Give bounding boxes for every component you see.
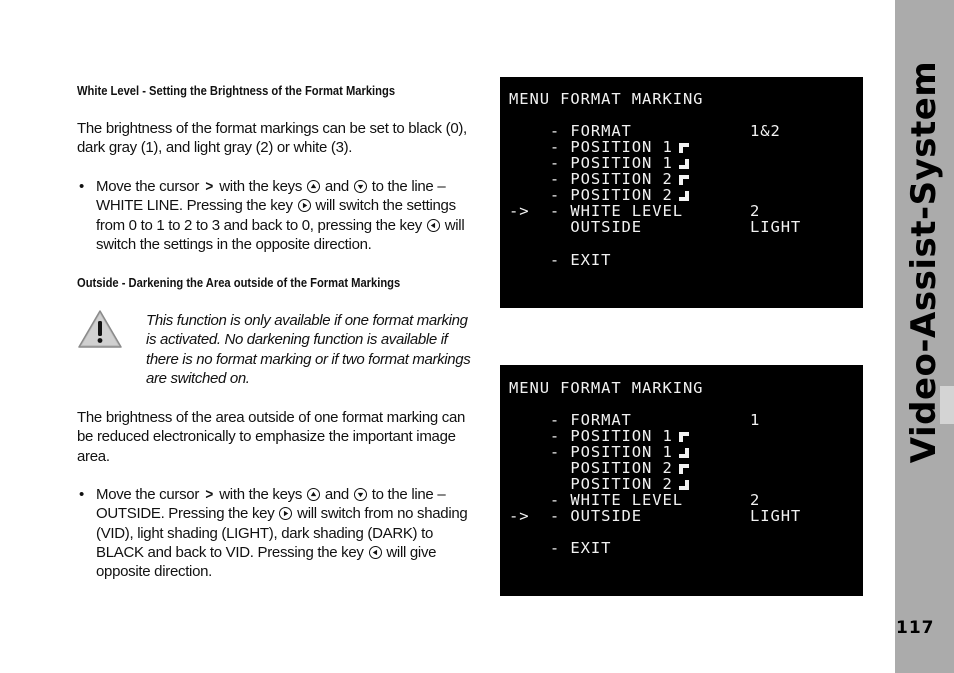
outside-heading: Outside - Darkening the Area outside of the Format Markings [77,275,401,290]
warning-triangle-icon [77,309,123,349]
corner-top-left-icon [679,464,689,474]
osd-menu-row [509,460,689,476]
bullet-dot: • [79,486,84,503]
osd-menu-row [509,540,611,556]
instruction-text: to the line – WHITE LINE. Pressing the key [96,178,446,215]
up-key-icon [307,488,320,501]
osd-row-label: - POSITION 2 [509,170,673,188]
corner-bottom-right-icon [679,448,689,458]
osd-row-label: - POSITION 1 [509,443,673,461]
osd-menu-row [509,252,611,268]
osd-row-label: - POSITION 1 [509,154,673,172]
osd-row-label: POSITION 2 [509,475,673,493]
instruction-text: Move the cursor [96,486,200,503]
osd-row-label: OUTSIDE [509,218,643,236]
corner-bottom-right-icon [679,480,689,490]
osd-row-label: POSITION 2 [509,459,673,477]
osd-menu-row [509,171,689,187]
osd-menu-row [509,444,689,460]
corner-bottom-right-icon [679,159,689,169]
osd-menu-row [509,219,642,235]
osd-row-label: - POSITION 1 [509,138,673,156]
left-key-icon [427,219,440,232]
osd-title: MENU FORMAT MARKING [509,90,704,108]
osd-menu-row [509,155,689,171]
osd-menu-row [509,412,632,428]
corner-top-left-icon [679,175,689,185]
left-key-icon [369,546,382,559]
instruction-text: Move the cursor [96,178,200,195]
osd-row-value: 2 [750,491,761,509]
corner-bottom-right-icon [679,191,689,201]
bullet-dot: • [79,178,84,195]
outside-instruction [77,485,472,581]
osd-menu-row [509,508,642,524]
osd-menu-row [509,492,683,508]
osd-row-label: - WHITE LEVEL [509,491,683,509]
osd-row-label: -> - OUTSIDE [509,507,643,525]
instruction-text: and [324,486,349,503]
osd-screen-outside [500,365,863,596]
osd-menu-row [509,187,689,203]
instruction-text: will switch the settings in the opposite direction. [96,216,465,253]
osd-screen-white-level [500,77,863,308]
right-key-icon [279,507,292,520]
cursor-chevron-icon: > [205,486,213,503]
osd-row-label: - EXIT [509,539,612,557]
instruction-text: with the keys [219,178,303,195]
instruction-text: with the keys [219,486,303,503]
down-key-icon [354,180,367,193]
corner-top-left-icon [679,432,689,442]
white-level-heading: White Level - Setting the Brightness of the Format Markings [77,83,396,98]
osd-menu-row [509,123,632,139]
page-number: 117 [896,618,935,638]
right-key-icon [298,199,311,212]
instruction-text: will switch the settings from 0 to 1 to 2 to 3 and back to 0, pressing the key [96,197,456,234]
osd-row-label: - POSITION 1 [509,427,673,445]
osd-title: MENU FORMAT MARKING [509,379,704,397]
up-key-icon [307,180,320,193]
corner-top-left-icon [679,143,689,153]
instruction-text: and [324,178,349,195]
white-level-intro: The brightness of the format markings can be set to black (0), dark gray (1), and light gray (2) or white (3). [77,120,467,157]
white-level-instruction [77,177,472,254]
instruction-text: will switch from no shading (VID), light shading (LIGHT), dark shading (DARK) to BLACK and back to VID. Pressing the key [96,505,468,561]
osd-menu-row [509,428,689,444]
availability-note: This function is only available if one format marking is activated. No darkening function is available if there is no format marking or if two format markings are switched on. [146,312,471,387]
osd-row-label: - FORMAT [509,122,632,140]
osd-row-label: - FORMAT [509,411,632,429]
down-key-icon [354,488,367,501]
osd-menu-row [509,203,683,219]
cursor-chevron-icon: > [205,178,213,195]
osd-row-label: - EXIT [509,251,612,269]
chapter-title: Video-Assist-System [904,60,944,464]
osd-row-label: -> - WHITE LEVEL [509,202,683,220]
osd-row-value: 2 [750,202,761,220]
osd-menu-row [509,139,689,155]
osd-row-value: 1 [750,411,761,429]
instruction-text: to the line – OUTSIDE. Pressing the key [96,486,446,523]
osd-row-value: LIGHT [750,218,802,236]
instruction-text: will give opposite direction. [96,543,437,581]
osd-menu-row [509,476,689,492]
osd-row-label: - POSITION 2 [509,186,673,204]
osd-row-value: LIGHT [750,507,802,525]
osd-row-value: 1&2 [750,122,781,140]
outside-intro: The brightness of the area outside of one format marking can be reduced electronically to emphasize the important image area. [77,409,466,465]
